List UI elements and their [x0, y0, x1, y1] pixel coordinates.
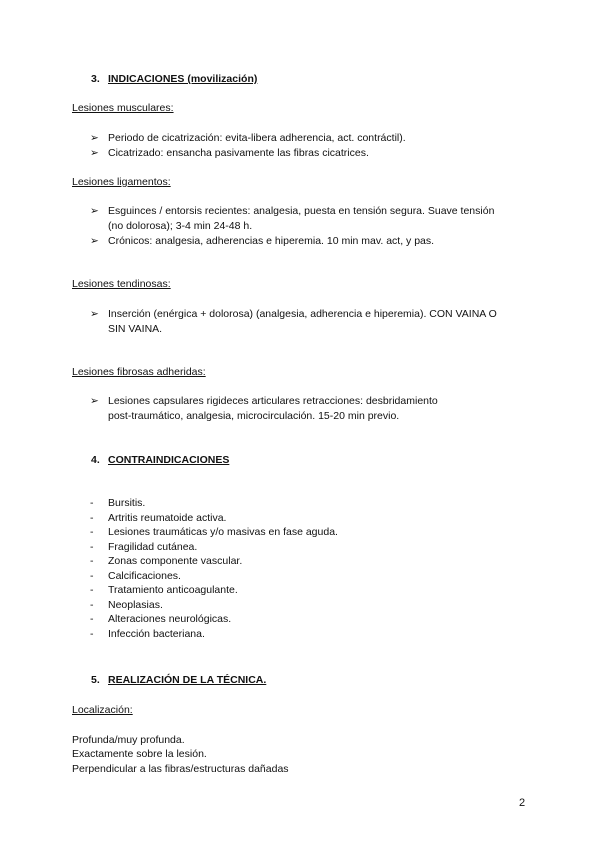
tendinosas-item-1-line-2: SIN VAINA. — [108, 323, 163, 335]
bullet-arrow-icon: ➢ — [90, 395, 99, 407]
localizacion-line: Perpendicular a las fibras/estructuras dañadas — [72, 763, 289, 775]
bullet-arrow-icon: ➢ — [90, 205, 99, 217]
section-5-heading: 5. REALIZACIÓN DE LA TÉCNICA. — [91, 674, 267, 686]
bullet-arrow-icon: ➢ — [90, 147, 99, 159]
contraindicacion-item: Bursitis. — [108, 497, 146, 509]
contraindicacion-item: Calcificaciones. — [108, 570, 181, 582]
contraindicacion-item: Zonas componente vascular. — [108, 555, 243, 567]
dash-marker: - — [90, 541, 94, 553]
contraindicacion-item: Infección bacteriana. — [108, 628, 205, 640]
dash-marker: - — [90, 584, 94, 596]
localizacion-line: Exactamente sobre la lesión. — [72, 748, 207, 760]
bullet-arrow-icon: ➢ — [90, 132, 99, 144]
dash-marker: - — [90, 497, 94, 509]
contraindicacion-item: Artritis reumatoide activa. — [108, 512, 227, 524]
dash-marker: - — [90, 599, 94, 611]
dash-marker: - — [90, 628, 94, 640]
dash-marker: - — [90, 512, 94, 524]
page-number: 2 — [519, 797, 526, 809]
musculares-item-2: Cicatrizado: ensancha pasivamente las fibras cicatrices. — [108, 147, 369, 159]
dash-marker: - — [90, 570, 94, 582]
ligamentos-item-1-line-2: (no dolorosa); 3-4 min 24-48 h. — [108, 220, 253, 232]
tendinosas-heading: Lesiones tendinosas: — [72, 278, 171, 290]
bullet-arrow-icon: ➢ — [90, 235, 99, 247]
section-3-heading: 3. INDICACIONES (movilización) — [91, 73, 258, 85]
contraindicacion-item: Tratamiento anticoagulante. — [108, 584, 238, 596]
contraindicacion-item: Neoplasias. — [108, 599, 163, 611]
dash-marker: - — [90, 526, 94, 538]
contraindicacion-item: Alteraciones neurológicas. — [108, 613, 232, 625]
section-4-heading: 4. CONTRAINDICACIONES — [91, 454, 230, 466]
musculares-heading: Lesiones musculares: — [72, 102, 174, 114]
fibrosas-heading: Lesiones fibrosas adheridas: — [72, 366, 206, 378]
localizacion-heading: Localización: — [72, 704, 133, 716]
contraindicacion-item: Lesiones traumáticas y/o masivas en fase aguda. — [108, 526, 338, 538]
bullet-arrow-icon: ➢ — [90, 308, 99, 320]
ligamentos-item-1-line-1: Esguinces / entorsis recientes: analgesia, puesta en tensión segura. Suave tensión — [108, 205, 495, 217]
musculares-item-1: Periodo de cicatrización: evita-libera adherencia, act. contráctil). — [108, 132, 406, 144]
dash-marker: - — [90, 555, 94, 567]
contraindicacion-item: Fragilidad cutánea. — [108, 541, 198, 553]
tendinosas-item-1-line-1: Inserción (enérgica + dolorosa) (analgesia, adherencia e hiperemia). CON VAINA O — [108, 308, 497, 320]
fibrosas-item-1-line-1: Lesiones capsulares rigideces articulares retracciones: desbridamiento — [108, 395, 438, 407]
localizacion-line: Profunda/muy profunda. — [72, 734, 185, 746]
ligamentos-item-2: Crónicos: analgesia, adherencias e hiperemia. 10 min mav. act, y pas. — [108, 235, 435, 247]
fibrosas-item-1-line-2: post-traumático, analgesia, microcirculación. 15-20 min previo. — [108, 410, 400, 422]
dash-marker: - — [90, 613, 94, 625]
ligamentos-heading: Lesiones ligamentos: — [72, 176, 171, 188]
